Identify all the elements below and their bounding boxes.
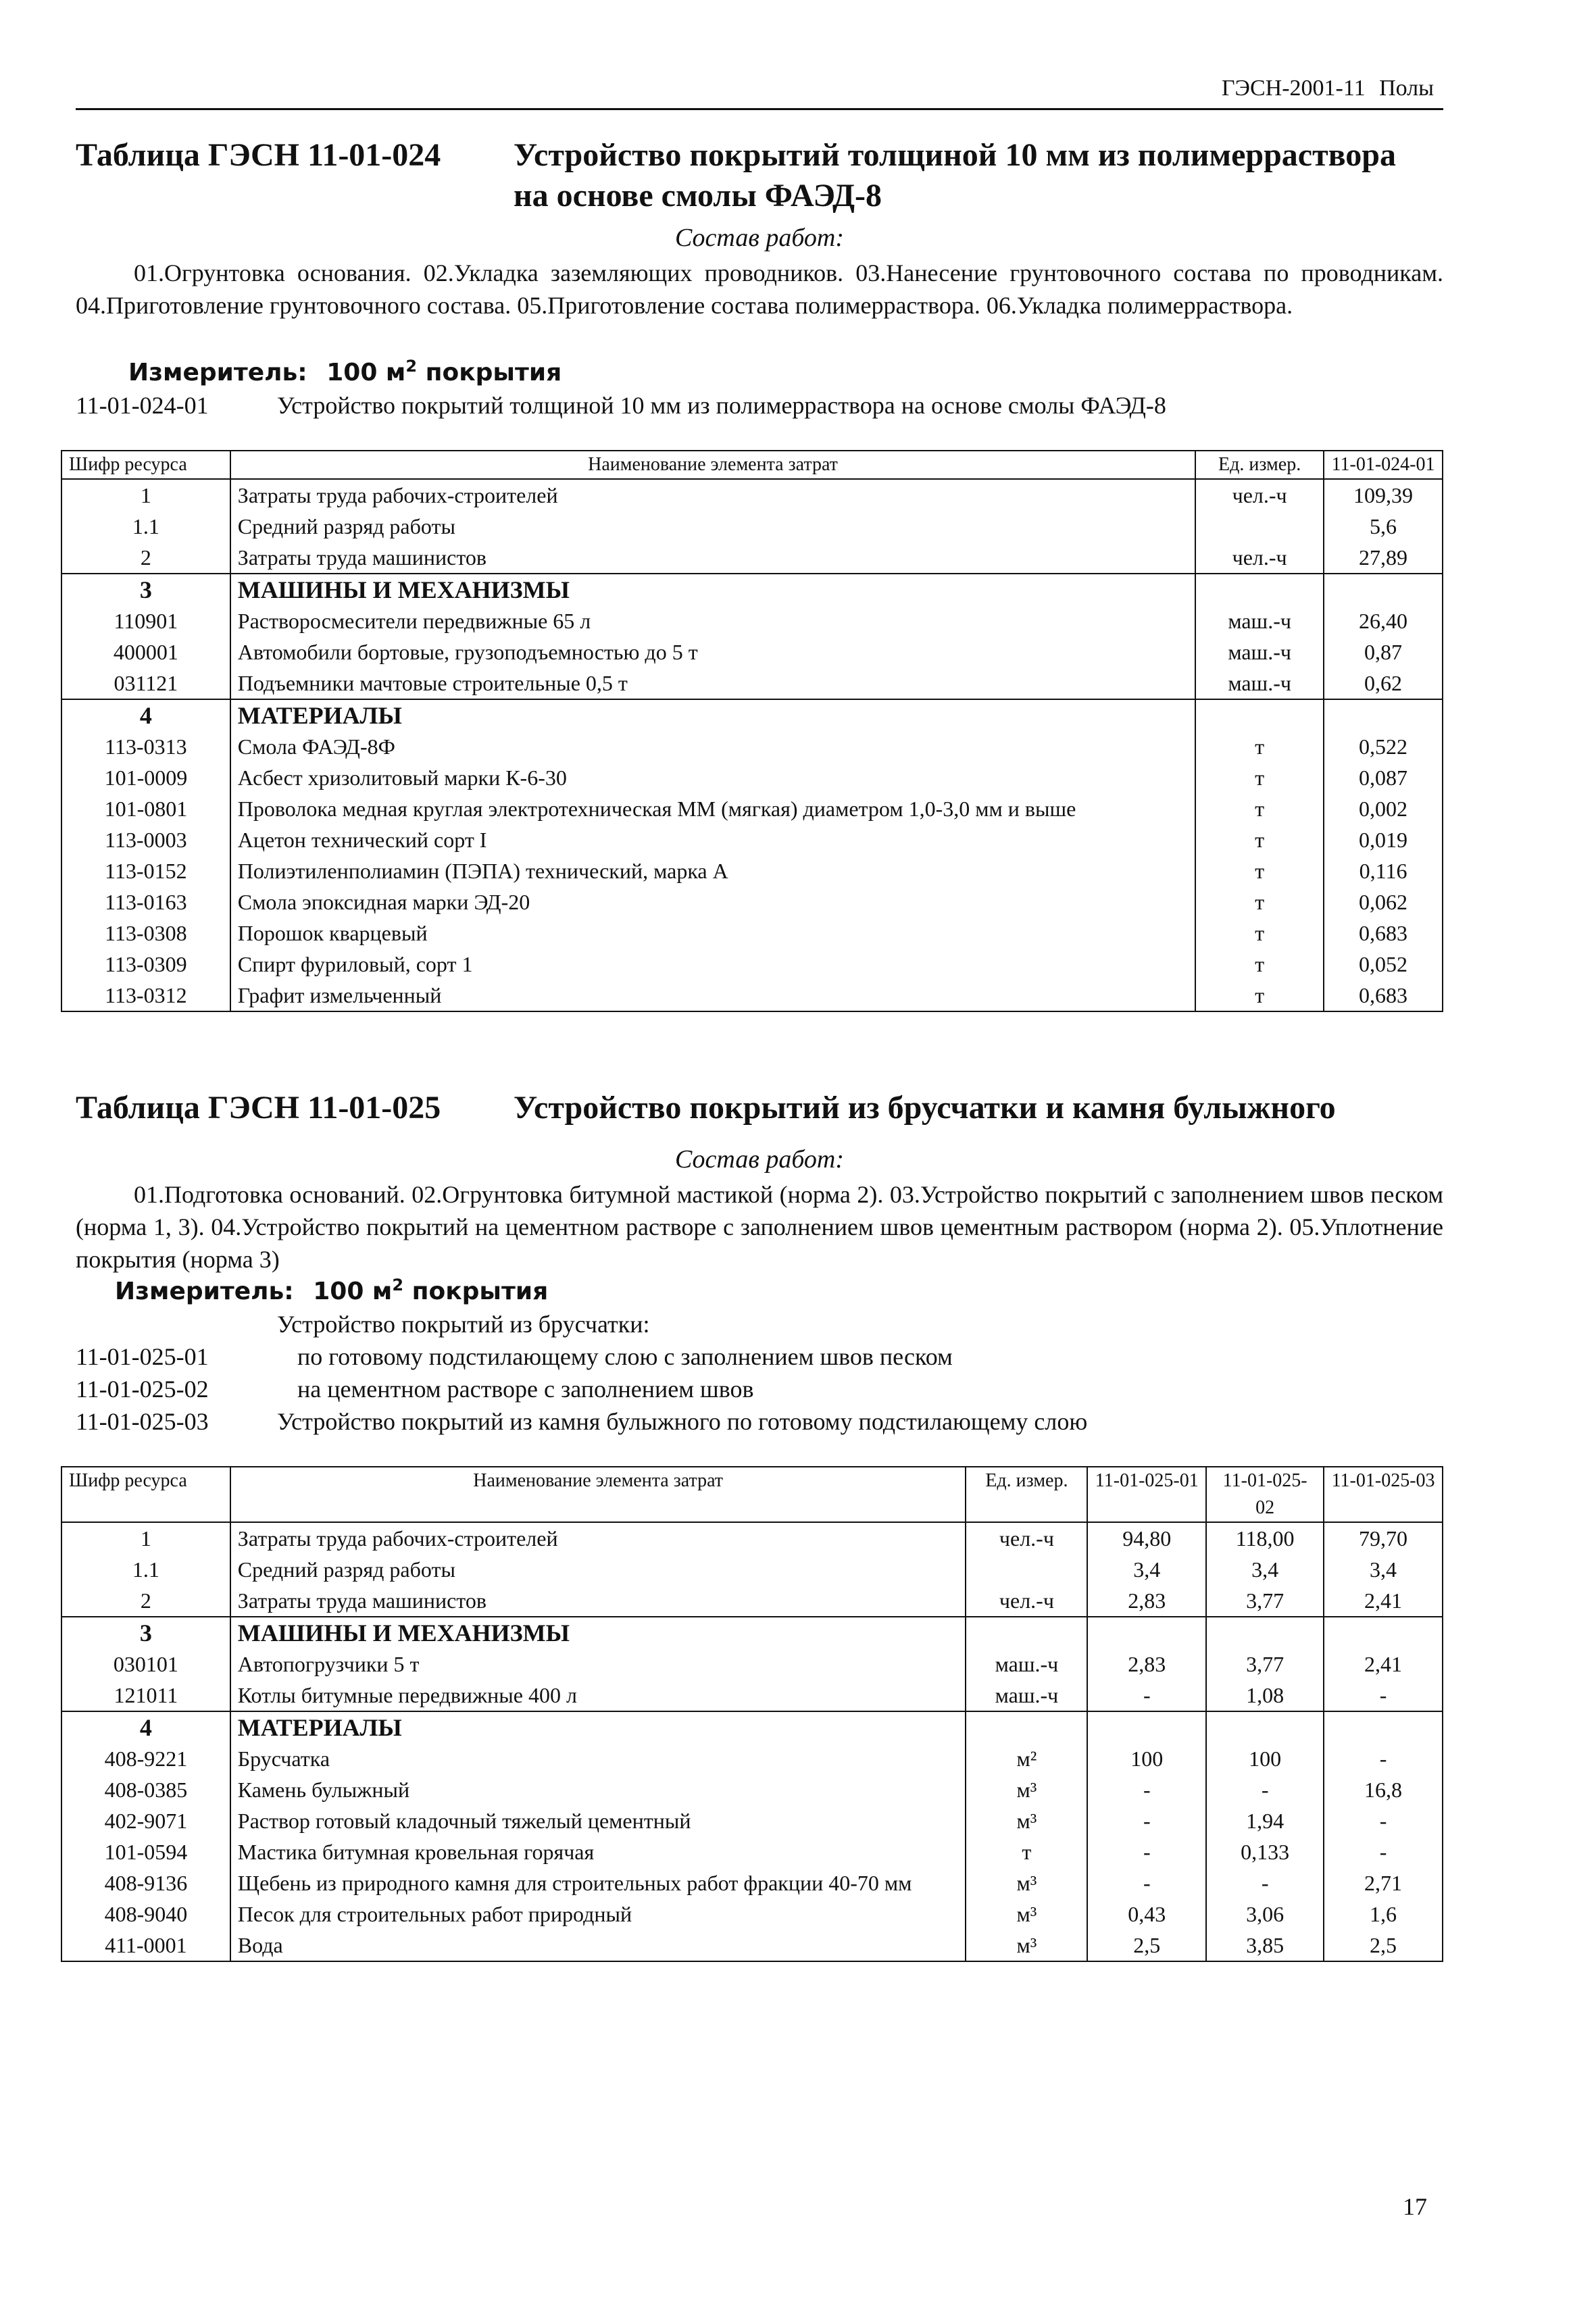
table-row xyxy=(61,1554,1443,1585)
measurer-label: Измеритель: xyxy=(115,1278,294,1305)
measurer-sup: 2 xyxy=(405,357,418,376)
norm-value: 5,6 xyxy=(1324,511,1443,542)
resource-unit: чел.-ч xyxy=(966,1522,1087,1554)
norm-value: 0,116 xyxy=(1324,855,1443,886)
resource-name: Камень булыжный xyxy=(230,1774,966,1805)
col-header-unit: Ед. измер. xyxy=(966,1467,1087,1522)
norm-value: 1,94 xyxy=(1206,1805,1324,1836)
table-row xyxy=(61,1867,1443,1898)
resource-code: 2 xyxy=(61,542,230,574)
table1-id: Таблица ГЭСН 11-01-024 xyxy=(76,137,441,173)
norm-value xyxy=(1087,1711,1206,1743)
resource-code: 1 xyxy=(61,479,230,511)
resource-name: Затраты труда машинистов xyxy=(230,542,1195,574)
measurer-label: Измеритель: xyxy=(128,359,307,386)
table-row xyxy=(61,1649,1443,1680)
resource-name: Смола ФАЭД-8Ф xyxy=(230,731,1195,762)
table1-title-line2: на основе смолы ФАЭД-8 xyxy=(514,178,882,213)
resource-name: Ацетон технический сорт I xyxy=(230,824,1195,855)
norm-value: 118,00 xyxy=(1206,1522,1324,1554)
resource-name: Смола эпоксидная марки ЭД-20 xyxy=(230,886,1195,917)
norm-value: 0,019 xyxy=(1324,824,1443,855)
resource-unit: м³ xyxy=(966,1867,1087,1898)
col-header-norm-1: 11-01-025-01 xyxy=(1087,1467,1206,1522)
table-row xyxy=(61,511,1443,542)
resource-unit xyxy=(1195,574,1324,605)
norm-value: - xyxy=(1206,1867,1324,1898)
resource-unit xyxy=(966,1711,1087,1743)
col-header-code: Шифр ресурса xyxy=(61,1467,230,1522)
table2-norm-code: 11-01-025-02 xyxy=(76,1376,209,1403)
measurer-unit: покрытия xyxy=(425,359,562,386)
norm-value: 3,77 xyxy=(1206,1649,1324,1680)
table-row xyxy=(61,917,1443,949)
table-row xyxy=(61,605,1443,636)
resource-name: МАТЕРИАЛЫ xyxy=(230,699,1195,731)
resource-unit: маш.-ч xyxy=(1195,636,1324,668)
norm-value: - xyxy=(1087,1680,1206,1711)
table1-grid xyxy=(61,450,1443,1012)
resource-unit: т xyxy=(966,1836,1087,1867)
norm-value: 0,683 xyxy=(1324,980,1443,1011)
measurer-sup: 2 xyxy=(392,1276,404,1294)
resource-code: 1.1 xyxy=(61,511,230,542)
resource-code: 101-0009 xyxy=(61,762,230,793)
resource-name: Растворосмесители передвижные 65 л xyxy=(230,605,1195,636)
resource-code: 4 xyxy=(61,1711,230,1743)
table-row xyxy=(61,1774,1443,1805)
table-row xyxy=(61,1711,1443,1743)
norm-value: 3,4 xyxy=(1324,1554,1443,1585)
col-header-unit: Ед. измер. xyxy=(1195,451,1324,479)
table-row xyxy=(61,824,1443,855)
resource-unit: чел.-ч xyxy=(966,1585,1087,1617)
resource-code: 1.1 xyxy=(61,1554,230,1585)
resource-code: 408-9040 xyxy=(61,1898,230,1930)
resource-unit: маш.-ч xyxy=(966,1680,1087,1711)
norm-value: 26,40 xyxy=(1324,605,1443,636)
table2-norm-code: 11-01-025-03 xyxy=(76,1408,209,1435)
resource-unit: т xyxy=(1195,793,1324,824)
table-row xyxy=(61,1836,1443,1867)
norm-value xyxy=(1087,1617,1206,1649)
norm-value: 2,71 xyxy=(1324,1867,1443,1898)
table-row xyxy=(61,636,1443,668)
resource-name: Вода xyxy=(230,1930,966,1961)
table2-norm-code: 11-01-025-01 xyxy=(76,1343,209,1370)
norm-value: 0,052 xyxy=(1324,949,1443,980)
table-row xyxy=(61,980,1443,1011)
norm-value: 79,70 xyxy=(1324,1522,1443,1554)
resource-code: 121011 xyxy=(61,1680,230,1711)
resource-unit xyxy=(966,1617,1087,1649)
table-row xyxy=(61,1585,1443,1617)
resource-code: 113-0312 xyxy=(61,980,230,1011)
table2-intro: Устройство покрытий из брусчатки: xyxy=(277,1311,650,1338)
table2-header-row xyxy=(61,1467,1443,1522)
resource-code: 031121 xyxy=(61,668,230,699)
norm-value: - xyxy=(1206,1774,1324,1805)
resource-name: МАТЕРИАЛЫ xyxy=(230,1711,966,1743)
resource-unit: т xyxy=(1195,917,1324,949)
table-row xyxy=(61,1680,1443,1711)
table1-work-text: 01.Огрунтовка основания. 02.Укладка заземляющих проводников. 03.Нанесение грунтовочного состава по проводникам. 04.Приготовление грунтовочного состава. 05.Приготовление состава полимерраствора. 06.Укладка полимерраствора. xyxy=(76,259,1443,319)
norm-value: 1,6 xyxy=(1324,1898,1443,1930)
norm-value xyxy=(1324,699,1443,731)
resource-code: 113-0152 xyxy=(61,855,230,886)
norm-value: 0,522 xyxy=(1324,731,1443,762)
resource-unit: м² xyxy=(966,1743,1087,1774)
norm-value: 1,08 xyxy=(1206,1680,1324,1711)
table-row xyxy=(61,1522,1443,1554)
norm-value xyxy=(1206,1617,1324,1649)
resource-name: Полиэтиленполиамин (ПЭПА) технический, марка А xyxy=(230,855,1195,886)
resource-code: 101-0801 xyxy=(61,793,230,824)
table-row xyxy=(61,1743,1443,1774)
norm-value: - xyxy=(1087,1805,1206,1836)
norm-value: 2,41 xyxy=(1324,1649,1443,1680)
norm-value: - xyxy=(1087,1867,1206,1898)
norm-value xyxy=(1324,1617,1443,1649)
norm-value: 16,8 xyxy=(1324,1774,1443,1805)
norm-value: - xyxy=(1324,1836,1443,1867)
resource-name: Песок для строительных работ природный xyxy=(230,1898,966,1930)
resource-name: Котлы битумные передвижные 400 л xyxy=(230,1680,966,1711)
norm-value: 0,62 xyxy=(1324,668,1443,699)
resource-unit: м³ xyxy=(966,1805,1087,1836)
resource-code: 113-0003 xyxy=(61,824,230,855)
col-header-name: Наименование элемента затрат xyxy=(230,451,1195,479)
table-row xyxy=(61,793,1443,824)
resource-name: Затраты труда рабочих-строителей xyxy=(230,1522,966,1554)
resource-name: Щебень из природного камня для строительных работ фракции 40-70 мм xyxy=(230,1867,966,1898)
table-row xyxy=(61,479,1443,511)
resource-name: Средний разряд работы xyxy=(230,1554,966,1585)
norm-value: 2,5 xyxy=(1087,1930,1206,1961)
resource-unit: чел.-ч xyxy=(1195,479,1324,511)
norm-value: 109,39 xyxy=(1324,479,1443,511)
table-row xyxy=(61,1898,1443,1930)
resource-unit: маш.-ч xyxy=(1195,605,1324,636)
norm-value: 27,89 xyxy=(1324,542,1443,574)
resource-unit: маш.-ч xyxy=(1195,668,1324,699)
resource-code: 113-0313 xyxy=(61,731,230,762)
table1-sostav-label: Состав работ: xyxy=(674,224,845,252)
norm-value xyxy=(1324,574,1443,605)
header-rule xyxy=(76,108,1443,110)
table2-work-text: 01.Подготовка оснований. 02.Огрунтовка битумной мастикой (норма 2). 03.Устройство покрытий с заполнением швов песком (норма 1, 3). 04.Устройство покрытий на цементном растворе с заполнением швов цементным раствором (норма 2). 05.Уплотнение покрытия (норма 3) xyxy=(76,1181,1443,1273)
resource-code: 4 xyxy=(61,699,230,731)
table1-header-row xyxy=(61,451,1443,479)
resource-code: 113-0163 xyxy=(61,886,230,917)
norm-value: 2,83 xyxy=(1087,1649,1206,1680)
norm-value: 3,4 xyxy=(1206,1554,1324,1585)
table-row xyxy=(61,668,1443,699)
norm-value: 2,5 xyxy=(1324,1930,1443,1961)
col-header-norm: 11-01-024-01 xyxy=(1324,451,1443,479)
resource-code: 2 xyxy=(61,1585,230,1617)
norm-value: 100 xyxy=(1206,1743,1324,1774)
table-row xyxy=(61,855,1443,886)
table-row xyxy=(61,1930,1443,1961)
norm-value: 2,41 xyxy=(1324,1585,1443,1617)
norm-value: 100 xyxy=(1087,1743,1206,1774)
resource-name: Средний разряд работы xyxy=(230,511,1195,542)
resource-name: Раствор готовый кладочный тяжелый цементный xyxy=(230,1805,966,1836)
table1-measurer xyxy=(128,357,562,386)
resource-code: 408-0385 xyxy=(61,1774,230,1805)
resource-unit: т xyxy=(1195,824,1324,855)
norm-value: 2,83 xyxy=(1087,1585,1206,1617)
table2-measurer xyxy=(115,1276,548,1305)
table2-title: Устройство покрытий из брусчатки и камня булыжного xyxy=(514,1090,1336,1126)
resource-name: Автопогрузчики 5 т xyxy=(230,1649,966,1680)
norm-value: - xyxy=(1324,1680,1443,1711)
resource-name: Автомобили бортовые, грузоподъемностью до 5 т xyxy=(230,636,1195,668)
table1-norm-desc: Устройство покрытий толщиной 10 мм из полимерраствора на основе смолы ФАЭД-8 xyxy=(277,392,1166,419)
resource-unit: т xyxy=(1195,886,1324,917)
measurer-value: 100 м xyxy=(313,1278,393,1305)
document-reference: ГЭСН-2001-11 Полы xyxy=(1221,76,1434,101)
table-row xyxy=(61,1617,1443,1649)
table-row xyxy=(61,949,1443,980)
table2-norm-desc: Устройство покрытий из камня булыжного по готовому подстилающему слою xyxy=(277,1408,1088,1435)
norm-value: 3,85 xyxy=(1206,1930,1324,1961)
table2-sostav-label: Состав работ: xyxy=(674,1145,845,1174)
table1-title-line1: Устройство покрытий толщиной 10 мм из полимерраствора xyxy=(514,137,1396,173)
norm-value: - xyxy=(1324,1805,1443,1836)
resource-name: Затраты труда машинистов xyxy=(230,1585,966,1617)
table-row xyxy=(61,699,1443,731)
resource-unit: чел.-ч xyxy=(1195,542,1324,574)
resource-unit: т xyxy=(1195,949,1324,980)
table2-norm-desc: на цементном растворе с заполнением швов xyxy=(297,1376,754,1403)
resource-code: 408-9136 xyxy=(61,1867,230,1898)
resource-code: 3 xyxy=(61,1617,230,1649)
col-header-name: Наименование элемента затрат xyxy=(230,1467,966,1522)
col-header-code: Шифр ресурса xyxy=(61,451,230,479)
resource-name: Спирт фуриловый, сорт 1 xyxy=(230,949,1195,980)
norm-value: - xyxy=(1324,1743,1443,1774)
norm-value: - xyxy=(1087,1836,1206,1867)
resource-code: 030101 xyxy=(61,1649,230,1680)
norm-value: 0,087 xyxy=(1324,762,1443,793)
resource-unit xyxy=(1195,699,1324,731)
norm-value: 0,87 xyxy=(1324,636,1443,668)
resource-code: 402-9071 xyxy=(61,1805,230,1836)
resource-unit: маш.-ч xyxy=(966,1649,1087,1680)
resource-code: 3 xyxy=(61,574,230,605)
resource-code: 110901 xyxy=(61,605,230,636)
resource-code: 113-0308 xyxy=(61,917,230,949)
norm-value: 3,06 xyxy=(1206,1898,1324,1930)
table2-grid xyxy=(61,1466,1443,1962)
norm-value: - xyxy=(1087,1774,1206,1805)
resource-unit: м³ xyxy=(966,1774,1087,1805)
norm-value: 94,80 xyxy=(1087,1522,1206,1554)
norm-value xyxy=(1206,1711,1324,1743)
resource-code: 400001 xyxy=(61,636,230,668)
resource-name: Мастика битумная кровельная горячая xyxy=(230,1836,966,1867)
resource-code: 411-0001 xyxy=(61,1930,230,1961)
resource-name: Порошок кварцевый xyxy=(230,917,1195,949)
resource-name: Асбест хризолитовый марки К-6-30 xyxy=(230,762,1195,793)
resource-name: Затраты труда рабочих-строителей xyxy=(230,479,1195,511)
norm-value: 0,062 xyxy=(1324,886,1443,917)
measurer-unit: покрытия xyxy=(412,1278,549,1305)
resource-name: Проволока медная круглая электротехническая ММ (мягкая) диаметром 1,0-3,0 мм и выше xyxy=(230,793,1195,824)
measurer-value: 100 м xyxy=(326,359,406,386)
table-row xyxy=(61,542,1443,574)
norm-value: 3,77 xyxy=(1206,1585,1324,1617)
resource-name: МАШИНЫ И МЕХАНИЗМЫ xyxy=(230,574,1195,605)
norm-value: 0,683 xyxy=(1324,917,1443,949)
norm-value: 0,002 xyxy=(1324,793,1443,824)
col-header-norm-2: 11-01-025-02 xyxy=(1206,1467,1324,1522)
resource-unit: т xyxy=(1195,855,1324,886)
resource-name: МАШИНЫ И МЕХАНИЗМЫ xyxy=(230,1617,966,1649)
resource-unit xyxy=(966,1554,1087,1585)
table2-id: Таблица ГЭСН 11-01-025 xyxy=(76,1090,441,1126)
resource-name: Подъемники мачтовые строительные 0,5 т xyxy=(230,668,1195,699)
table-row xyxy=(61,731,1443,762)
norm-value: 0,133 xyxy=(1206,1836,1324,1867)
resource-name: Графит измельченный xyxy=(230,980,1195,1011)
resource-unit: м³ xyxy=(966,1898,1087,1930)
resource-code: 101-0594 xyxy=(61,1836,230,1867)
table-row xyxy=(61,1805,1443,1836)
norm-value: 0,43 xyxy=(1087,1898,1206,1930)
resource-unit xyxy=(1195,511,1324,542)
resource-code: 408-9221 xyxy=(61,1743,230,1774)
resource-unit: т xyxy=(1195,980,1324,1011)
resource-unit: т xyxy=(1195,731,1324,762)
table1-norm-code: 11-01-024-01 xyxy=(76,392,209,419)
page-number: 17 xyxy=(1403,2193,1427,2220)
resource-code: 1 xyxy=(61,1522,230,1554)
norm-value xyxy=(1324,1711,1443,1743)
resource-unit: м³ xyxy=(966,1930,1087,1961)
table1-title xyxy=(514,135,1443,216)
resource-unit: т xyxy=(1195,762,1324,793)
resource-code: 113-0309 xyxy=(61,949,230,980)
norm-value: 3,4 xyxy=(1087,1554,1206,1585)
table-row xyxy=(61,574,1443,605)
col-header-norm-3: 11-01-025-03 xyxy=(1324,1467,1443,1522)
table2-norm-desc: по готовому подстилающему слою с заполнением швов песком xyxy=(297,1343,953,1370)
table-row xyxy=(61,886,1443,917)
table-row xyxy=(61,762,1443,793)
resource-name: Брусчатка xyxy=(230,1743,966,1774)
